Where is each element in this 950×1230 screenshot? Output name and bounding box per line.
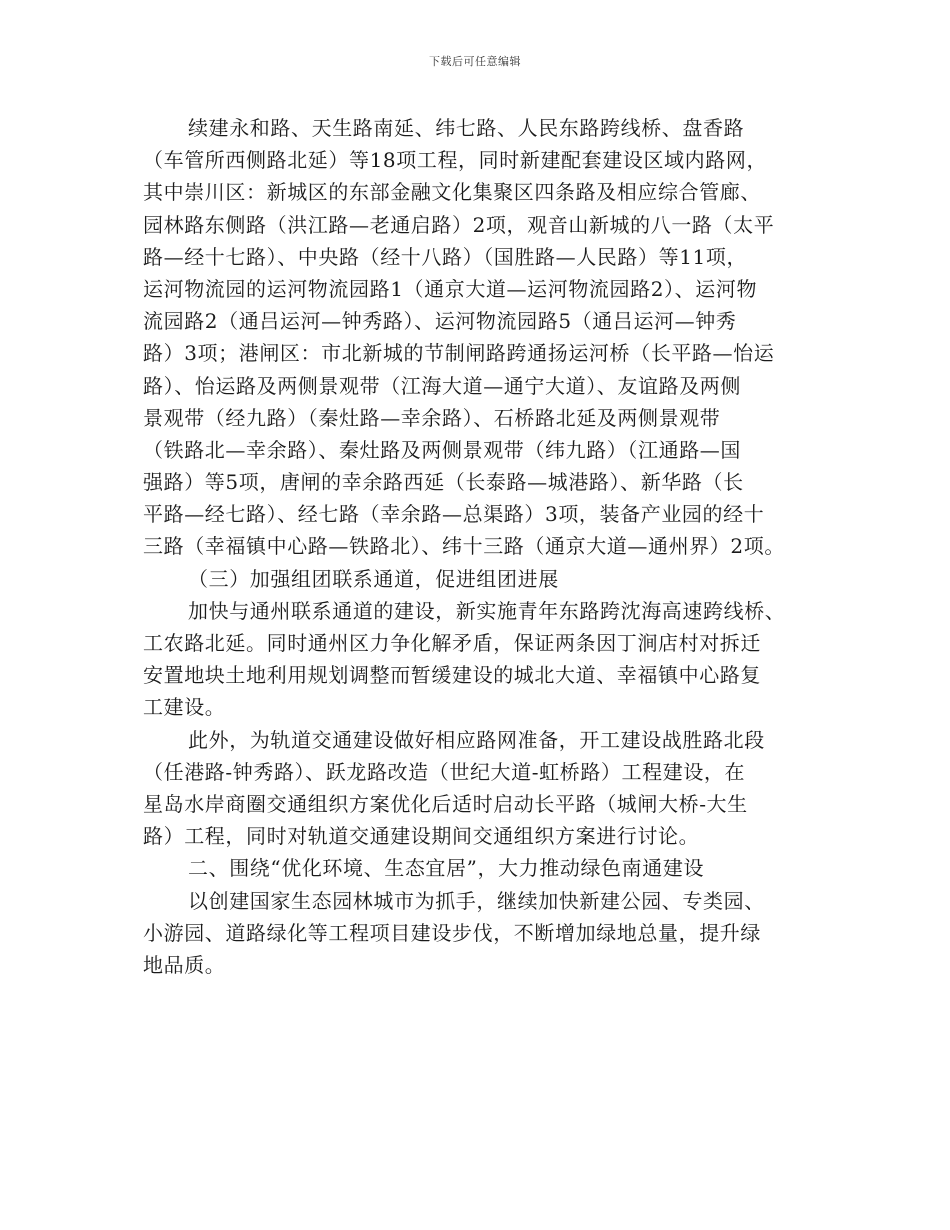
text-line: 平路—经七路）、经七路（幸余路—总渠路）3项，装备产业园的经十 [143,502,765,527]
section-heading: 二、围绕“优化环境、生态宜居”，大力推动绿色南通建设 [188,856,705,881]
text-line: （铁路北—幸余路）、秦灶路及两侧景观带（纬九路）（江通路—国 [143,437,741,462]
text-line: 工农路北延。同时通州区力争化解矛盾，保证两条因丁涧店村对拆迁 [143,631,761,655]
text-line: 路）3项；港闸区：市北新城的节制闸路跨通扬运河桥（长平路—怡运 [143,341,775,366]
text-line: 小游园、道路绿化等工程项目建设步伐，不断增加绿地总量，提升绿 [143,920,761,945]
text-line: 路—经十七路）、中央路（经十八路）（国胜路—人民路）等11项， [143,244,748,269]
text-line: （任港路-钟秀路）、跃龙路改造（世纪大道-虹桥路）工程建设，在 [143,759,746,784]
text-line: 三路（幸福镇中心路—铁路北）、纬十三路（通京大道—通州界）2项。 [143,534,785,559]
document-body [143,112,821,981]
text-line: 工建设。 [143,695,226,720]
text-line: 星岛水岸商圈交通组织方案优化后适时启动长平路（城闸大桥-大生 [143,791,748,816]
text-line: 园林路东侧路（洪江路—老通启路）2项，观音山新城的八一路（太平 [143,212,775,237]
page-header: 下载后可任意编辑 [429,55,521,68]
text-line: 其中崇川区：新城区的东部金融文化集聚区四条路及相应综合管廊、 [143,180,761,205]
text-line: 景观带（经九路）（秦灶路—幸余路）、石桥路北延及两侧景观带 [143,405,721,430]
text-line: 地品质。 [143,952,226,977]
text-line: （车管所西侧路北延）等18项工程，同时新建配套建设区域内路网， [143,148,768,173]
text-line: 路）工程，同时对轨道交通建设期间交通组织方案进行讨论。 [143,824,700,849]
text-line: 以创建国家生态园林城市为抓手，继续加快新建公园、专类园、 [188,888,765,913]
section-heading: （三）加强组团联系通道，促进组团进展 [188,566,559,591]
text-line: 流园路2（通吕运河—钟秀路）、运河物流园路5（通吕运河—钟秀 [143,309,737,334]
text-line: 此外，为轨道交通建设做好相应路网准备，开工建设战胜路北段 [188,727,765,752]
text-line: 强路）等5项，唐闸的幸余路西延（长泰路—城港路）、新华路（长 [143,470,744,495]
text-line: 续建永和路、天生路南延、纬七路、人民东路跨线桥、盘香路 [188,116,745,140]
text-line: 加快与通州联系通道的建设，新实施青年东路跨沈海高速跨线桥、 [188,598,786,623]
text-line: 运河物流园的运河物流园路1（通京大道—运河物流园路2）、运河物 [143,276,758,301]
text-line: 路）、怡运路及两侧景观带（江海大道—通宁大道）、友谊路及两侧 [143,373,741,398]
text-line: 安置地块土地利用规划调整而暂缓建设的城北大道、幸福镇中心路复 [143,663,761,688]
